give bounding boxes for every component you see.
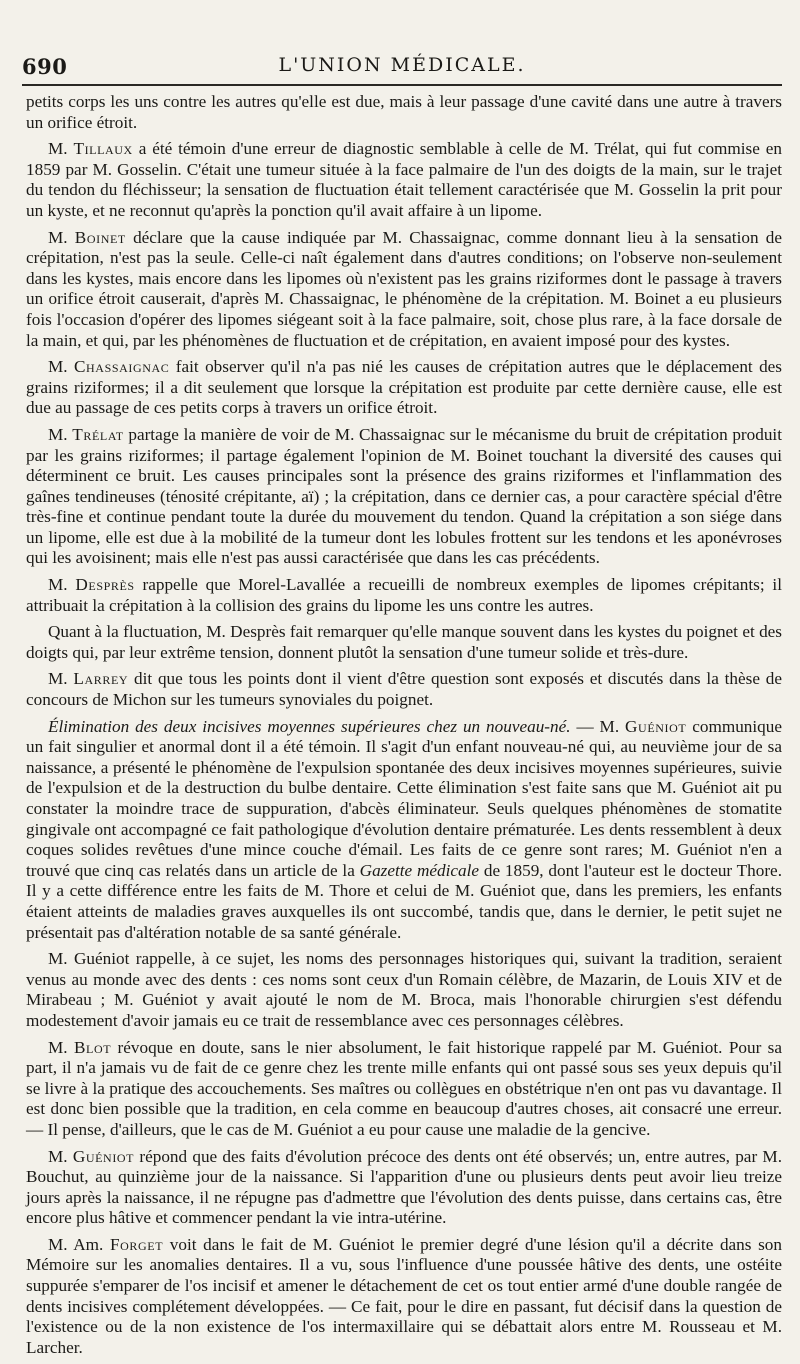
- article-body: [26, 92, 782, 1364]
- journal-title: Gazette médicale: [359, 860, 480, 880]
- speaker-prefix: M.: [48, 357, 74, 377]
- speaker-prefix: M.: [48, 424, 73, 444]
- paragraph: [26, 622, 782, 663]
- paragraph: [26, 425, 782, 569]
- running-title: L'UNION MÉDICALE.: [278, 54, 526, 76]
- speaker-name: Desprès: [75, 575, 135, 595]
- paragraph: [26, 139, 782, 221]
- paragraph-text: Quant à la fluctuation, M. Desprès fait remarquer qu'elle manque souvent dans les kystes du poignet et des doigts qui, par leur extrême tension, donnent plutôt la sensation d'une tumeur solide et très-dure.: [26, 622, 782, 662]
- page-header: [22, 54, 782, 82]
- paragraph: [26, 949, 782, 1031]
- paragraph-text: révoque en doute, sans le nier absolument, le fait historique rappelé par M. Guéniot. Pour sa part, il n'a jamais vu de fait de ce genre chez les trente mille enfants qui ont passé sous ses yeux depuis qu'il se livre à la pratique des accouchements. Ses maîtres ou collègues en obstétrique n'en ont pas vu davantage. Il est donc bien possible que la tradition, en cela comme en beaucoup d'autres choses, ait consacré une erreur. — Il pense, d'ailleurs, que le cas de M. Guéniot a eu pour cause une maladie de la gencive.: [26, 1037, 782, 1139]
- paragraph-text: petits corps les uns contre les autres qu'elle est due, mais à leur passage d'une cavité dans une autre à travers un orifice étroit.: [26, 92, 782, 132]
- speaker-name: Forget: [110, 1234, 164, 1254]
- speaker-name: Trélat: [72, 424, 124, 444]
- paragraph-text: voit dans le fait de M. Guéniot le premier degré d'une lésion qu'il a décrite dans son Mémoire sur les anomalies dentaires. Il a vu, sous l'influence d'une poussée hâtive des dents, une ostéite suppurée s'emparer de l'os incisif et amener le détachement de cet os tout entier armé d'une double rangée de dents incisives complétement développées. — Ce fait, pour le dire en passant, fut décisif dans la question de l'existence ou de la non existence de l'os intermaxillaire qui se débattait alors entre M. Rousseau et M. Larcher.: [26, 1234, 782, 1357]
- speaker-name: Guéniot: [72, 1146, 135, 1166]
- speaker-name: Blot: [73, 1037, 112, 1057]
- paragraph-text: M. Guéniot rappelle, à ce sujet, les noms des personnages historiques qui, suivant la tradition, seraient venus au monde avec des dents : ces noms sont ceux d'un Romain célèbre, de Mazarin, de Louis XIV et de Mirabeau ; M. Guéniot y avait ajouté le nom de M. Broca, mais l'honorable chirurgien s'est défendu modestement d'avoir jamais eu ce trait de ressemblance avec ces personnages célèbres.: [26, 949, 782, 1030]
- speaker-name: Chassaignac: [73, 357, 170, 377]
- paragraph: [26, 1147, 782, 1229]
- page-number: 690: [22, 54, 68, 79]
- paragraph-text: dit que tous les points dont il vient d'être question sont exposés et discutés dans la thèse de concours de Michon sur les tumeurs synoviales du poignet.: [26, 669, 782, 710]
- paragraph-text: rappelle que Morel-Lavallée a recueilli de nombreux exemples de lipomes crépitants; il attribuait la crépitation à la collision des grains du lipome les uns contre les autres.: [26, 575, 782, 615]
- speaker-prefix: M.: [48, 1146, 73, 1166]
- section-title: Élimination des deux incisives moyennes supérieures chez un nouveau-né.: [48, 716, 571, 736]
- speaker-prefix: M.: [48, 227, 75, 247]
- paragraph: [26, 1235, 782, 1359]
- speaker-prefix: M.: [48, 575, 76, 595]
- speaker-prefix: M. Am.: [48, 1234, 110, 1254]
- paragraph-text: de 1859, dont l'auteur est le docteur Thore. Il y a cette différence entre les faits de M. Thore et celui de M. Guéniot que, dans les premiers, les enfants étaient atteints de maladies graves auxquelles ils ont succombé, tandis que, dans le dernier, le petit sujet ne présentait pas d'altération notable de sa santé générale.: [26, 860, 782, 942]
- header-rule: [22, 84, 782, 86]
- speaker-name: Larrey: [73, 669, 129, 689]
- paragraph-text: fait observer qu'il n'a pas nié les causes de crépitation autres que le déplacement des grains riziformes; il a dit seulement que lorsque la crépitation est produite par cette dernière cause, elle est due au passage de ces petits corps à travers un orifice étroit.: [26, 357, 782, 418]
- paragraph-text: répond que des faits d'évolution précoce des dents ont été observés; un, entre autres, par M. Bouchut, au quinzième jour de la naissance. Si l'apparition d'une ou plusieurs dents peut avoir lieu treize jours après la naissance, il ne répugne pas d'admettre que l'évolution des dents puisse, dans certains cas, être encore plus hâtive et commencer pendant la vie intra-utérine.: [26, 1146, 782, 1228]
- speaker-name: Tillaux: [73, 139, 133, 159]
- paragraph-text: partage la manière de voir de M. Chassaignac sur le mécanisme du bruit de crépitation produit par les grains riziformes; il partage également l'opinion de M. Boinet touchant la diversité des causes qui déterminent ce bruit. Les causes principales sont la présence des grains riziformes et l'inflammation des gaînes tendineuses (ténosité crépitante, aï) ; la crépitation, dans ce dernier cas, a pour caractère spécial d'être très-fine et continue pendant toute la durée du mouvement du tendon. Quand la crépitation a son siége dans un lipome, elle est due à la mobilité de la tumeur dont les lobules frottent sur les tendons et les aponévroses qui les avoisinent; mais elle n'est pas aussi caractérisée que dans les cas précédents.: [26, 424, 782, 568]
- paragraph: [26, 1038, 782, 1141]
- speaker-prefix: M.: [48, 669, 74, 689]
- speaker-prefix: — M.: [570, 716, 626, 736]
- speaker-name: Guéniot: [625, 716, 687, 736]
- paragraph: [26, 575, 782, 616]
- speaker-name: Boinet: [74, 227, 126, 247]
- paragraph: [26, 357, 782, 419]
- paragraph-text: a été témoin d'une erreur de diagnostic semblable à celle de M. Trélat, qui fut commise en 1859 par M. Gosselin. C'était une tumeur située à la face palmaire de l'un des doigts de la main, sur le trajet du tendon du fléchisseur; la sensation de fluctuation était tellement caractérisée que M. Gosselin la prit pour un kyste, et ne reconnut qu'après la ponction qu'il avait affaire à un lipome.: [26, 139, 782, 220]
- paragraph-text: déclare que la cause indiquée par M. Chassaignac, comme donnant lieu à la sensation de crépitation, n'est pas la seule. Celle-ci naît également dans d'autres conditions; on l'observe non-seulement dans les kystes, mais encore dans les lipomes où n'existent pas les grains riziformes dont le passage à travers un orifice étroit causerait, d'après M. Chassaignac, le phénomène de la crépitation. M. Boinet a eu plusieurs fois l'occasion d'opérer des lipomes siégeant soit à la face palmaire, soit, chose plus rare, à la face dorsale de la main, et qui, par les phénomènes de fluctuation et de crépitation, en avaient imposé pour des kystes.: [26, 227, 782, 350]
- speaker-prefix: M.: [48, 139, 74, 159]
- paragraph: [26, 669, 782, 710]
- speaker-prefix: M.: [48, 1037, 74, 1057]
- paragraph: [26, 92, 782, 133]
- paragraph: [26, 717, 782, 944]
- paragraph-text: communique un fait singulier et anormal dont il a été témoin. Il s'agit d'un enfant nouveau-né qui, au neuvième jour de sa naissance, a présenté le phénomène de l'expulsion spontanée des deux incisives moyennes supérieures, suivie de l'expulsion et de la destruction du bulbe dentaire. Cette élimination s'est faite sans que M. Guéniot ait pu constater la moindre trace de suppuration, d'abcès éliminateur. Seuls quelques phénomènes de stomatite gingivale ont accompagné ce fait pathologique d'évolution dentaire prématurée. Les dents ressemblent à deux coques solides revêtues d'une mince couche d'émail. Les faits de ce genre sont rares; M. Guéniot n'en a trouvé que cinq cas relatés dans un article de la: [26, 716, 782, 880]
- paragraph: [26, 228, 782, 352]
